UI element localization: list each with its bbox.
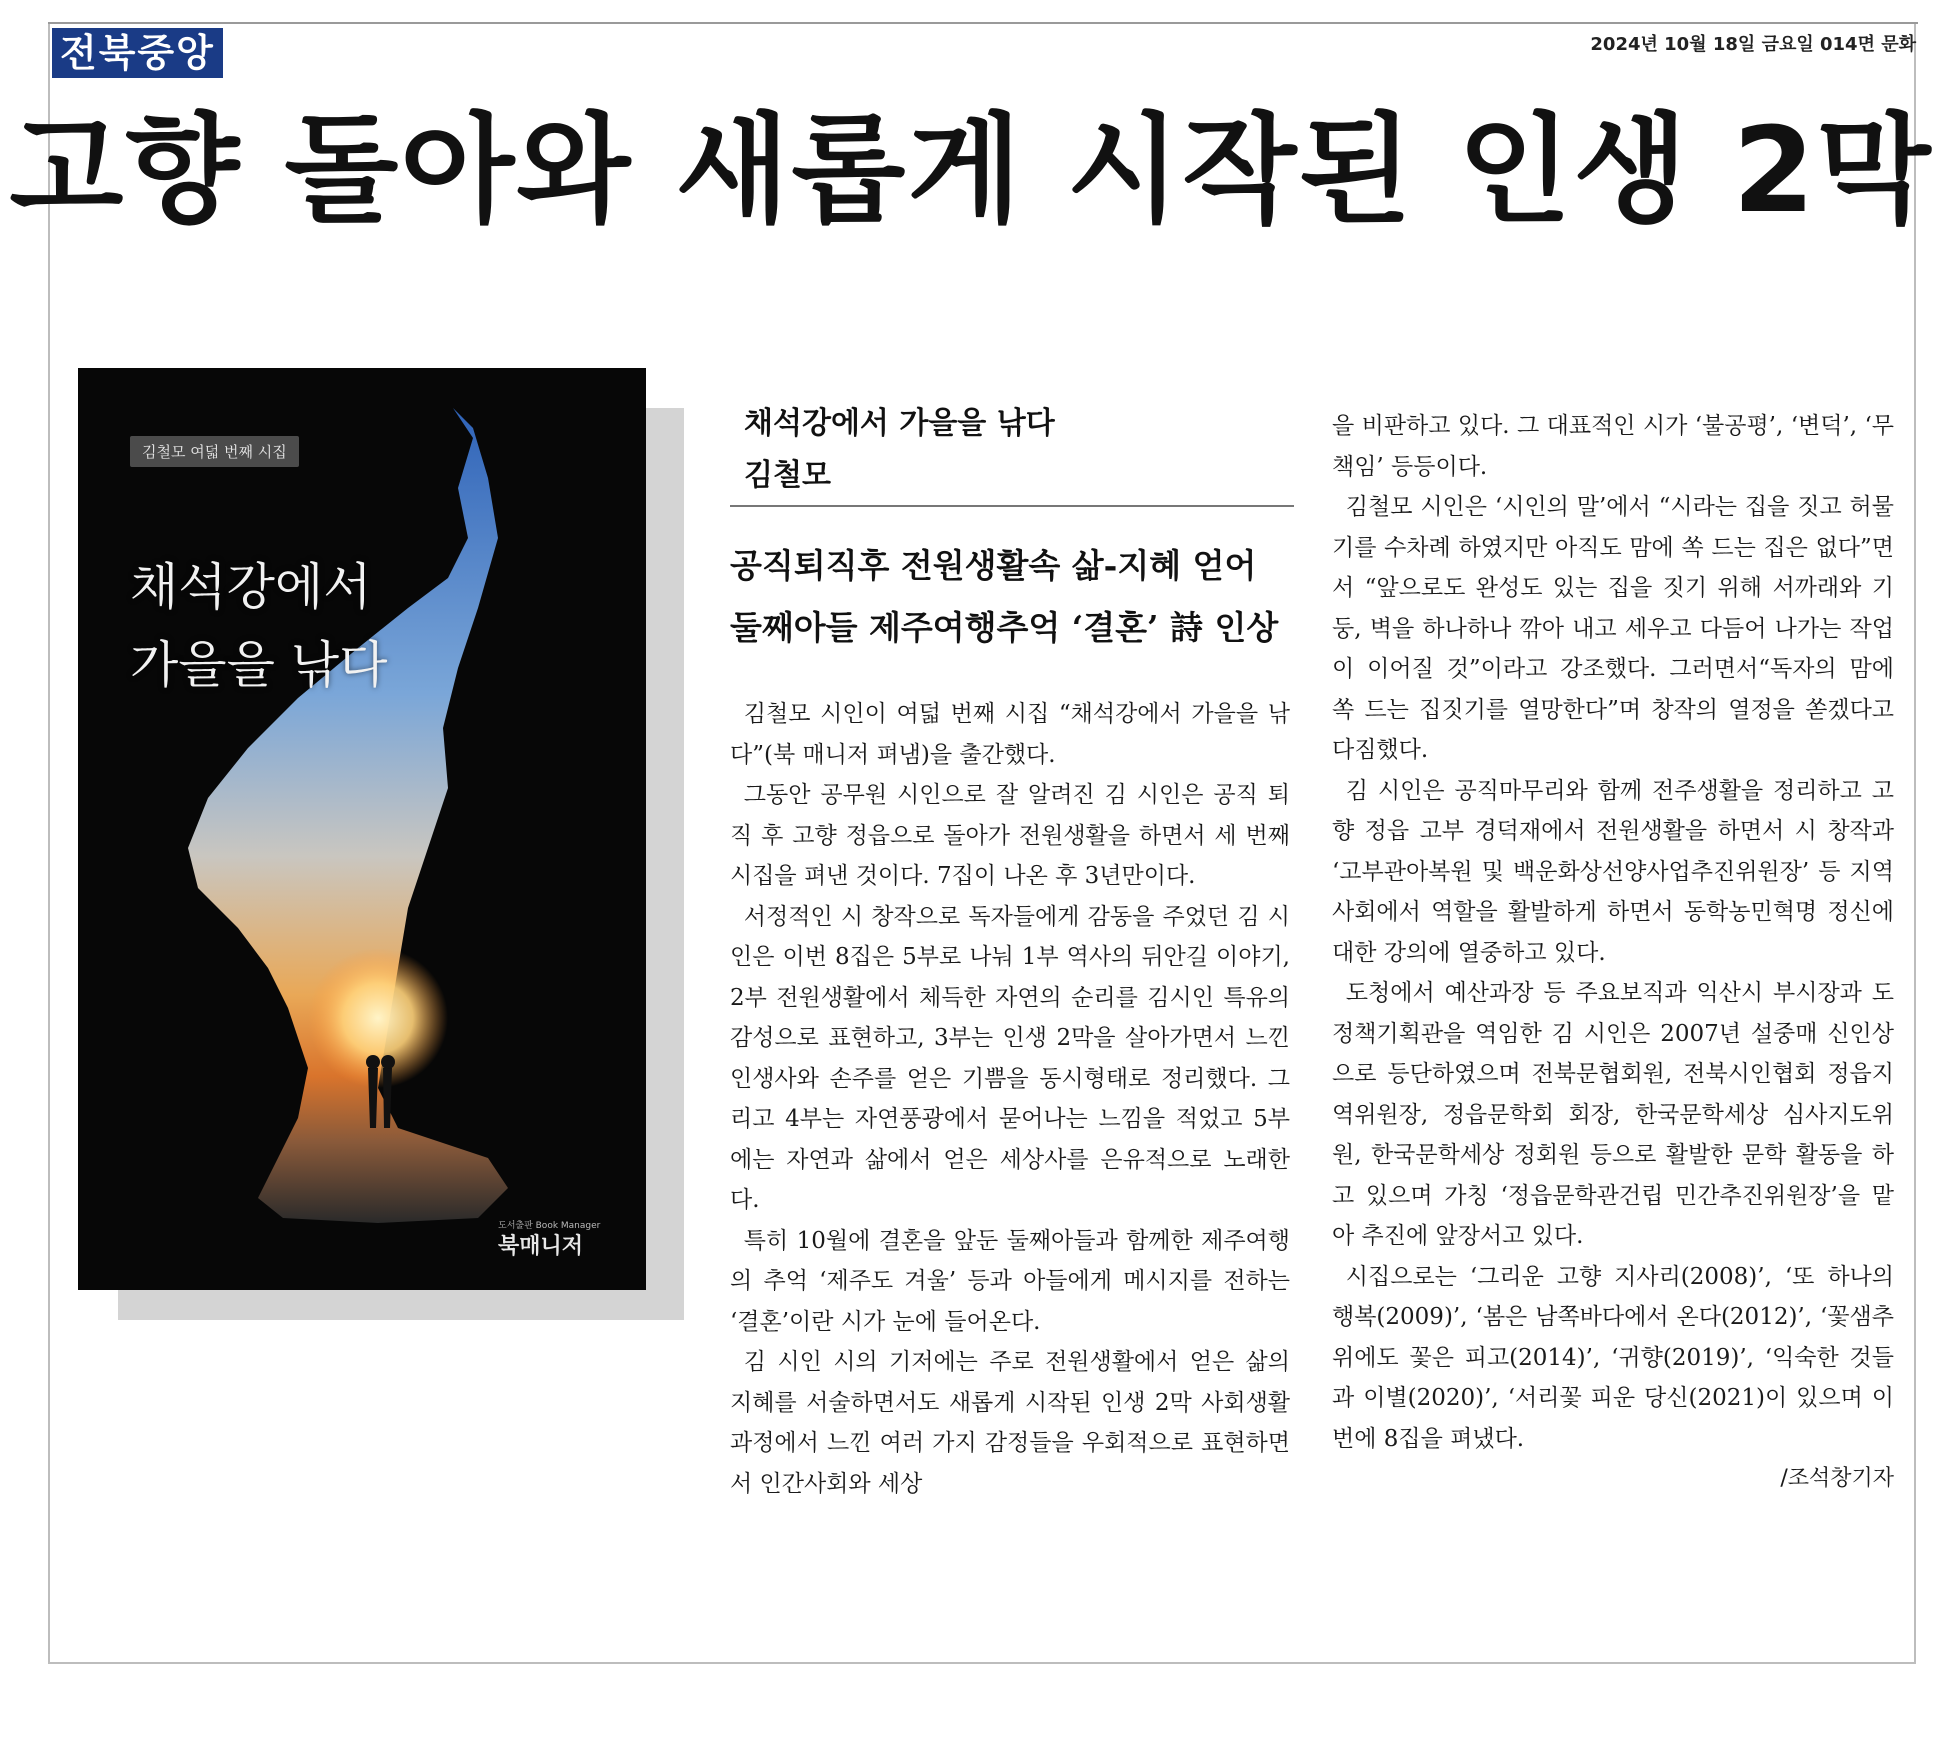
article-column-2 <box>1332 406 1894 1500</box>
title-rule <box>730 505 1294 507</box>
paragraph: 특히 10월에 결혼을 앞둔 둘째아들과 함께한 제주여행의 추억 ‘제주도 겨울’ 등과 아들에게 메시지를 전하는 ‘결혼’이란 시가 눈에 들어온다. <box>730 1227 1290 1335</box>
cover-title-line2: 가을을 낚다 <box>130 636 388 694</box>
article-column-1 <box>730 694 1290 1504</box>
headline: 고향 돌아와 새롭게 시작된 인생 2막 <box>9 101 1933 239</box>
paragraph: 그동안 공무원 시인으로 잘 알려진 김 시인은 공직 퇴직 후 고향 정읍으로 돌아가 전원생활을 하면서 세 번째 시집을 펴낸 것이다. 7집이 나온 후 3년만이다. <box>730 782 1290 889</box>
newspaper-masthead: 전북중앙 <box>52 28 223 78</box>
paragraph: 시집으로는 ‘그리운 고향 지사리(2008)’, ‘또 하나의 행복(2009)’, ‘봄은 남쪽바다에서 온다(2012)’, ‘꽃샘추위에도 꽃은 피고(2014)’, ‘귀향(2019)’, ‘익숙한 것들과 이별(2020)’, ‘서리꽃 피운 당신(2021)이 있으며 이번에 8집을 펴냈다. <box>1332 1263 1894 1452</box>
paragraph: 서정적인 시 창작으로 독자들에게 감동을 주었던 김 시인은 이번 8집은 5부로 나눠 1부 역사의 뒤안길 이야기, 2부 전원생활에서 체득한 자연의 순리를 김시인 특유의 감성으로 표현하고, 3부는 인생 2막을 살아가면서 느낀 인생사와 손주를 얻은 기쁨을 동시형태로 정리했다. 그리고 4부는 자연풍광에서 묻어나는 느낌을 적었고 5부에는 자연과 삶에서 얻은 세상사를 은유적으로 노래한다. <box>730 903 1290 1213</box>
paragraph: 김 시인은 공직마무리와 함께 전주생활을 정리하고 고향 정읍 고부 경덕재에서 전원생활을 하면서 시 창작과 ‘고부관아복원 및 백운화상선양사업추진위원장’ 등 지역사회에서 역할을 활발하게 하면서 동학농민혁명 정신에 대한 강의에 열중하고 있다. <box>1332 777 1894 966</box>
paragraph-continuation: 을 비판하고 있다. 그 대표적인 시가 ‘불공평’, ‘변덕’, ‘무책임’ 등등이다. <box>1332 413 1894 480</box>
paragraph: 도청에서 예산과장 등 주요보직과 익산시 부시장과 도 정책기획관을 역임한 김 시인은 2007년 설중매 신인상으로 등단하였으며 전북문협회원, 전북시인협회 정읍지역위원장, 정읍문학회 회장, 한국문학세상 심사지도위원, 한국문학세상 정회원 등으로 활발한 문학 활동을 하고 있으며 가칭 ‘정읍문학관건립 민간추진위원장’을 맡아 추진에 앞장서고 있다. <box>1332 980 1894 1249</box>
paragraph: 김 시인 시의 기저에는 주로 전원생활에서 얻은 삶의 지혜를 서술하면서도 새롭게 시작된 인생 2막 사회생활 과정에서 느낀 여러 가지 감정들을 우회적으로 표현하면서 인간사회와 세상 <box>730 1349 1290 1497</box>
paragraph: 김철모 시인이 여덟 번째 시집 “채석강에서 가을을 낚다”(북 매니저 펴냄)을 출간했다. <box>730 701 1290 768</box>
cover-title <box>130 548 387 704</box>
book-author: 김철모 <box>744 458 831 493</box>
subhead-line1: 공직퇴직후 전원생활속 삶-지혜 얻어 <box>730 546 1257 585</box>
byline: /조석창기자 <box>1780 1466 1894 1491</box>
cave-sunset-illustration <box>78 368 646 1290</box>
cover-publisher-small: 도서출판 Book Manager <box>498 1221 601 1231</box>
book-cover-image <box>78 368 646 1290</box>
cover-publisher-name: 북매니저 <box>498 1234 584 1259</box>
paragraph: 김철모 시인은 ‘시인의 말’에서 “시라는 집을 짓고 허물기를 수차례 하였지만 아직도 맘에 쏙 드는 집은 없다”면서 “앞으로도 완성도 있는 집을 짓기 위해 서까래와 기둥, 벽을 하나하나 깎아 내고 세우고 다듬어 나가는 작업이 이어질 것”이라고 강조했다. 그러면서“독자의 맘에 쏙 드는 집짓기를 열망한다”며 창작의 열정을 쏟겠다고 다짐했다. <box>1332 494 1894 763</box>
cover-publisher <box>498 1218 600 1260</box>
cover-title-line1: 채석강에서 <box>130 558 372 616</box>
cover-series-label: 김철모 여덟 번째 시집 <box>130 436 299 467</box>
subhead-line2: 둘째아들 제주여행추억 ‘결혼’ 詩 인상 <box>730 608 1279 647</box>
issue-date: 2024년 10월 18일 금요일 014면 문화 <box>1590 34 1916 55</box>
subheadline <box>730 535 1300 659</box>
book-title: 채석강에서 가을을 낚다 <box>744 406 1055 441</box>
